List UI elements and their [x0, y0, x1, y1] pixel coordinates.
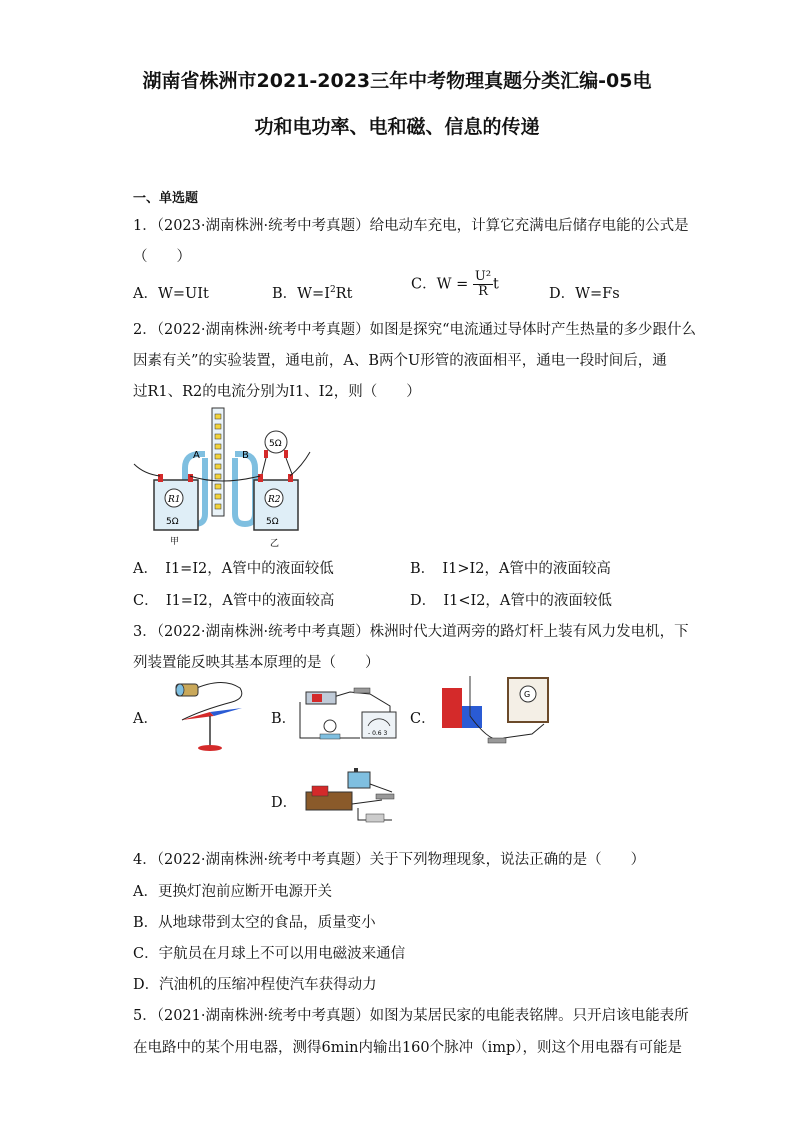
- ammeter-marks: - 0.6 3: [368, 730, 388, 737]
- q3-stem-line2: 列装置能反映其基本原理的是（ ）: [133, 655, 380, 671]
- q2-option-c: C． I1=I2，A管中的液面较高: [133, 593, 335, 609]
- q3-option-d-label: D．: [271, 795, 298, 811]
- q3-option-c-figure: [432, 676, 554, 754]
- q3-option-c-label: C．: [410, 711, 436, 727]
- q3-option-b-figure: [290, 682, 405, 752]
- q4-stem-line1: 4．（2022·湖南株洲·统考中考真题）关于下列物理现象，说法正确的是（ ）: [133, 852, 646, 868]
- r2-label: R2: [268, 495, 281, 505]
- q2-joule-heating-figure: [130, 406, 330, 551]
- q3-option-d-figure: [292, 764, 410, 830]
- q2-stem-line1: 2．（2022·湖南株洲·统考中考真题）如图是探究“电流通过导体时产生热量的多少跟什么: [133, 322, 697, 338]
- q4-option-d: D．汽油机的压缩冲程使汽车获得动力: [133, 977, 377, 993]
- r1-label: R1: [168, 495, 181, 505]
- q2-option-b: B． I1>I2，A管中的液面较高: [410, 561, 611, 577]
- label-yi: 乙: [270, 539, 280, 549]
- q1-option-a: A．W=UIt: [133, 286, 209, 302]
- q3-stem-line1: 3．（2022·湖南株洲·统考中考真题）株洲时代大道两旁的路灯杆上装有风力发电机，下: [133, 624, 689, 640]
- q1-option-b: B．$W=I^2Rt$: [272, 285, 353, 302]
- q1-option-c: C．W = $\frac{\text{U²}}{R}$ t: [411, 269, 499, 299]
- page-title-line1: 湖南省株洲市2021-2023三年中考物理真题分类汇编-05电: [142, 70, 652, 92]
- ohm-top: 5Ω: [269, 439, 282, 449]
- ohm-left: 5Ω: [166, 517, 179, 527]
- ohm-right: 5Ω: [266, 517, 279, 527]
- q4-option-a: A．更换灯泡前应断开电源开关: [133, 884, 332, 900]
- q2-stem-line3: 过R1、R2的电流分别为I1、I2，则（ ）: [133, 384, 421, 400]
- section-heading: 一、单选题: [133, 191, 199, 206]
- q1-fraction: $\frac{\text{U²}}{R}$: [474, 269, 492, 299]
- label-jia: 甲: [170, 537, 180, 547]
- q3-option-a-label: A．: [133, 711, 158, 727]
- label-b: B: [242, 450, 249, 461]
- page-title-line2: 功和电功率、电和磁、信息的传递: [254, 116, 540, 138]
- q2-option-a: A． I1=I2，A管中的液面较低: [133, 561, 334, 577]
- q5-stem-line1: 5．（2021·湖南株洲·统考中考真题）如图为某居民家的电能表铭牌。只开启该电能表所: [133, 1008, 689, 1024]
- q4-option-b: B．从地球带到太空的食品，质量变小: [133, 915, 376, 931]
- q3-option-b-label: B．: [271, 711, 297, 727]
- q4-option-c: C．宇航员在月球上不可以用电磁波来通信: [133, 946, 406, 962]
- label-a: A: [193, 450, 200, 461]
- q5-stem-line2: 在电路中的某个用电器，测得6min内输出160个脉冲（imp），则这个用电器有可能是: [133, 1040, 683, 1056]
- q2-option-d: D． I1<I2，A管中的液面较低: [410, 593, 612, 609]
- q1-stem-line2: （ ）: [133, 249, 191, 265]
- q1-stem-line1: 1．（2023·湖南株洲·统考中考真题）给电动车充电，计算它充满电后储存电能的公式是: [133, 218, 689, 234]
- q3-option-a-figure: [152, 676, 247, 754]
- q1-option-d: D．W=Fs: [549, 286, 620, 302]
- q2-stem-line2: 因素有关”的实验装置，通电前，A、B两个U形管的液面相平，通电一段时间后，通: [133, 353, 667, 369]
- galvanometer-label: G: [524, 690, 531, 699]
